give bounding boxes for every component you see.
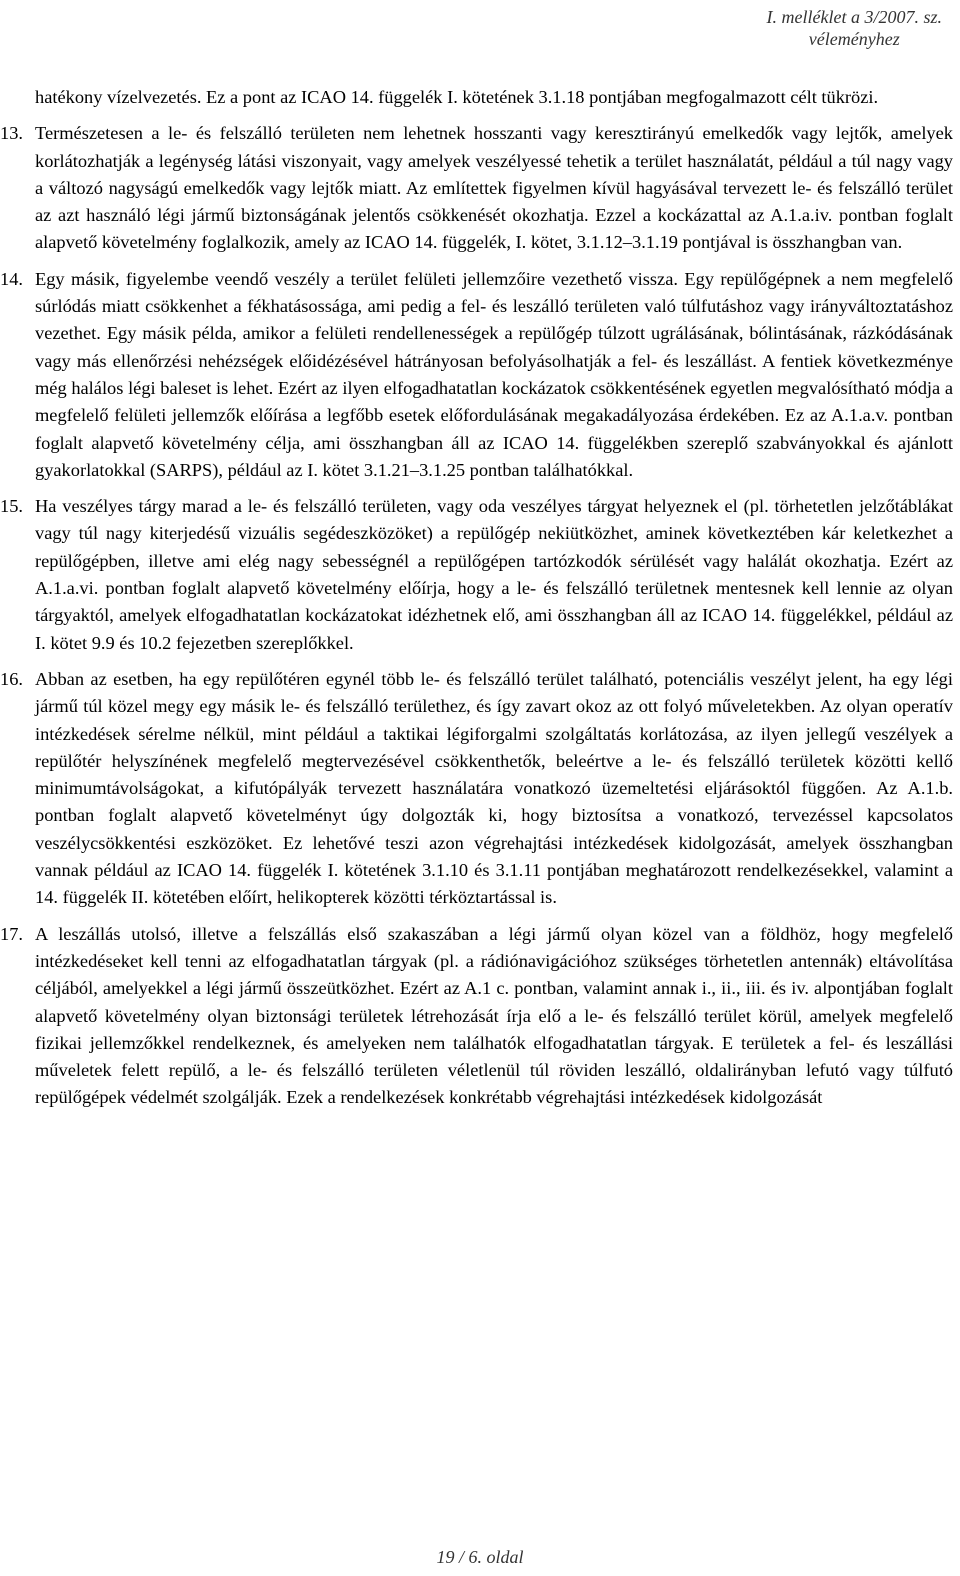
header-line-1: I. melléklet a 3/2007. sz. <box>766 7 942 27</box>
intro-paragraph: hatékony vízelvezetés. Ez a pont az ICAO 14. függelék I. kötetének 3.1.18 pontjában megfogalmazott célt tükrözi. <box>35 87 879 107</box>
item-text: Egy másik, figyelembe veendő veszély a terület felületi jellemzőire vezethető vissza. Egy repülőgépnek a nem megfelelő súrlódás miatt csökkenhet a fékhatásossága, ami pedig a fel- és leszálló területen való túlfutáshoz vagy irányváltoztatáshoz vezethet. Egy másik példa, amikor a felületi rendellenességek a repülőgép túlzott ugrálásának, bólintásának, rázkódásának vagy más ellenőrzési nehézségek előidézésével hátrányosan befolyásolhatják a fel- és leszállást. A fentiek következménye még halálos légi baleset is lehet. Ezért az ilyen elfogadhatatlan kockázatok csökkentésének egyetlen megvalósítható módja a megfelelő felületi jellemzők előírása a legfőbb esetek előfordulásának megakadályozása érdekében. Ez az A.1.a.v. pontban foglalt alapvető követelmény célja, ami összhangban áll az ICAO 14. függelékben szereplő szabványokkal és ajánlott gyakorlatokkal (SARPS), például az I. kötet 3.1.21–3.1.25 pontban találhatókkal. <box>35 268 953 480</box>
document-body <box>0 84 953 1121</box>
item-number: 16. <box>0 668 23 689</box>
page-footer <box>0 1546 960 1568</box>
item-number: 15. <box>0 496 23 517</box>
list-item-14 <box>0 266 953 484</box>
list-item-13 <box>0 120 953 256</box>
list-item-16 <box>0 666 953 912</box>
item-text: Ha veszélyes tárgy marad a le- és felszálló területen, vagy oda veszélyes tárgyat helyeznek el (pl. törhetetlen jelzőtáblákat vagy túl nagy kiterjedésű vizuális segédeszközöket) a repülőgép nekiütközhet, aminek következtében kár keletkezhet a repülőgépben, illetve ami elég nagy sebességnél a repülőgépen tartózkodók sérülését vagy halálát okozhatja. Ezért az A.1.a.vi. pontban foglalt alapvető követelmény előírja, hogy a le- és felszálló területnek mentesnek kell lennie az olyan tárgyaktól, amelyek elfogadhatatlan kockázatokat idézhetnek elő, ami összhangban áll az ICAO 14. függelékkel, például az I. kötet 9.9 és 10.2 fejezetben szereplőkkel. <box>35 496 953 653</box>
page-header <box>767 6 942 50</box>
item-text: Abban az esetben, ha egy repülőtéren egynél több le- és felszálló terület található, potenciális veszélyt jelent, ha egy légi jármű túl közel megy egy másik le- és felszálló területhez, és így zavart okoz az ott folyó műveletekben. Az olyan operatív intézkedések sérelme nélkül, mint például a taktikai légiforgalmi szolgáltatás korlátozása, az ilyen jellegű veszélyek a repülőtér helyszínének megfelelő megtervezésével csökkenthetők, beleértve a le- és felszálló területek közötti kellő minimumtávolságokat, a kifutópályák tervezett használatára vonatkozó üzemeltetési eljárásoktól függően. Az A.1.b. pontban foglalt alapvető követelményt úgy dolgozták ki, hogy biztosítsa a vonatkozó, tervezéssel kapcsolatos veszélycsökkentési eszközöket. Ez lehetővé teszi azon végrehajtási intézkedések kidolgozását, amelyek összhangban vannak például az ICAO 14. függelék I. kötetének 3.1.10 és 3.1.11 pontjában meghatározott rendelkezésekkel, valamint a 14. függelék II. kötetében előírt, helikopterek közötti térköztartással is. <box>35 668 953 908</box>
item-text: A leszállás utolsó, illetve a felszállás első szakaszában a légi jármű olyan közel van a földhöz, hogy megfelelő intézkedéseket kell tenni az elfogadhatatlan tárgyak (pl. a rádiónavigációhoz szükséges törhetetlen antennák) eltávolítása céljából, amelyekkel a légi jármű összeütközhet. Ezért az A.1 c. pontban, valamint annak i., ii., iii. és iv. alpontjában foglalt alapvető követelmény olyan biztonsági területek létrehozását írja elő a le- és felszálló terület körül, amelyek megfelelő fizikai jellemzőkkel rendelkeznek, és amelyeken nem találhatók elfogadhatatlan tárgyak. E területek a fel- és leszállási műveletek felett repülő, a le- és felszálló területen véletlenül túl röviden leszálló, oldalirányban lefutó vagy túlfutó repülőgépek védelmét szolgálják. Ezek a rendelkezések konkrétabb végrehajtási intézkedések kidolgozását <box>35 923 953 1108</box>
header-line-2: véleményhez <box>808 29 900 49</box>
item-text: Természetesen a le- és felszálló területen nem lehetnek hosszanti vagy keresztirányú emelkedők vagy lejtők, amelyek korlátozhatják a legénység látási viszonyait, vagy amelyek veszélyessé tehetik a terület használatát, például a túl nagy vagy a változó nagyságú emelkedők vagy lejtők miatt. Az említettek figyelmen kívül hagyásával tervezett le- és felszálló terület az azt használó légi jármű biztonságának jelentős csökkenését okozhatja. Ezzel a kockázattal az A.1.a.iv. pontban foglalt alapvető követelmény foglalkozik, amely az ICAO 14. függelék, I. kötet, 3.1.12–3.1.19 pontjával is összhangban van. <box>35 123 953 253</box>
item-number: 17. <box>0 923 23 944</box>
item-number: 13. <box>0 123 23 144</box>
list-item-15 <box>0 493 953 657</box>
list-item-17 <box>0 921 953 1112</box>
page-number: 19 / 6. oldal <box>436 1547 524 1567</box>
item-number: 14. <box>0 268 23 289</box>
